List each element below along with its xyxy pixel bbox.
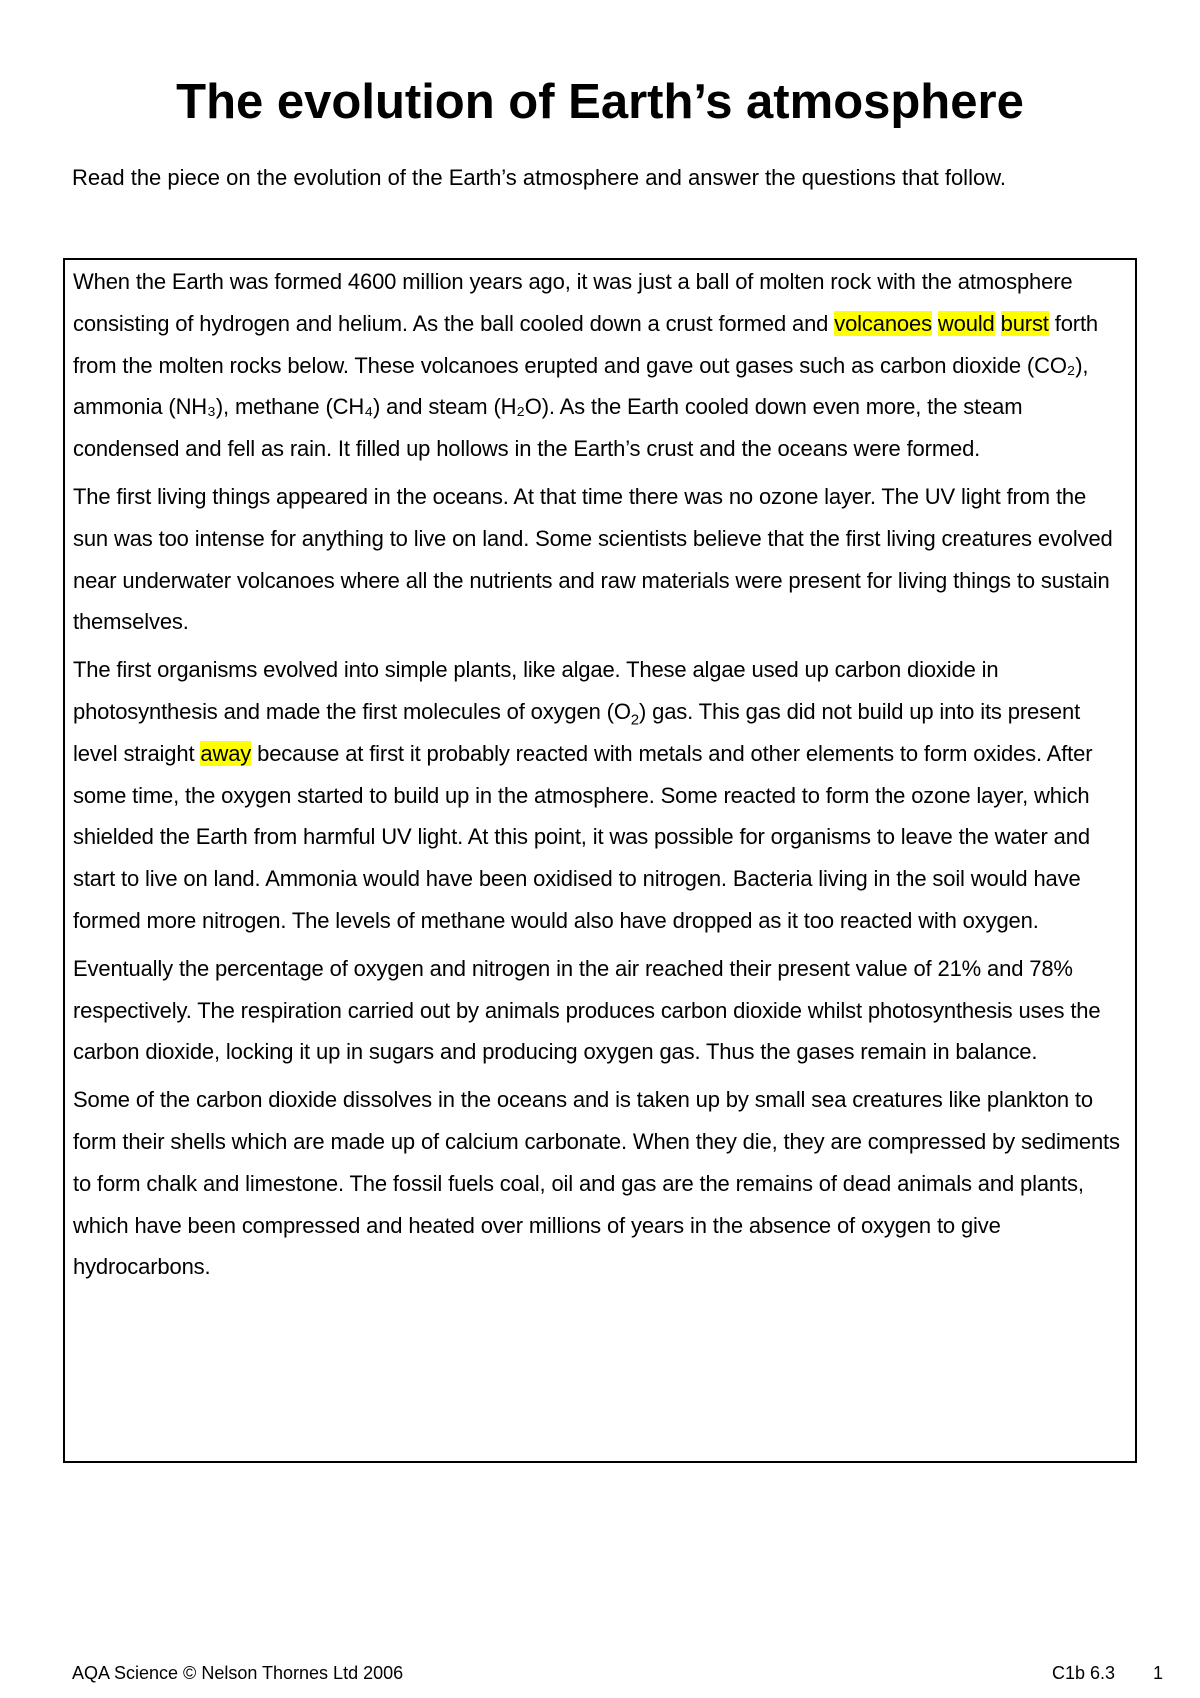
highlighted-word: burst xyxy=(1000,310,1049,336)
paragraph-balance: Eventually the percentage of oxygen and nitrogen in the air reached their present value of 21% and 78% respectively. The respiration carried out by animals produces carbon dioxide whilst photosynthesis uses the carbon dioxide, locking it up in sugars and producing oxygen gas. Thus the gases remain in balance. xyxy=(73,955,1101,1065)
footer-code: C1b 6.3 xyxy=(1052,1663,1116,1683)
paragraph-text: ) gas. This gas did not build up into its present level straight xyxy=(73,698,1081,766)
highlighted-word: away xyxy=(200,740,252,766)
passage-box xyxy=(63,258,1137,1463)
highlighted-word: volcanoes xyxy=(834,310,932,336)
paragraph-formation xyxy=(73,261,1127,470)
paragraph-carbon-cycle: Some of the carbon dioxide dissolves in the oceans and is taken up by small sea creatures like plankton to form their shells which are made up of calcium carbonate. When they die, they are compressed by sediments to form chalk and limestone. The fossil fuels coal, oil and gas are the remains of dead animals and plants, which have been compressed and heated over millions of years in the absence of oxygen to give hydrocarbons. xyxy=(73,1087,1120,1280)
paragraph-text: because at first it probably reacted with metals and other elements to form oxides. After some time, the oxygen started to build up in the atmosphere. Some reacted to form the ozone layer, which shielded the Earth from harmful UV light. At this point, it was possible for organisms to leave the water and start to live on land. Ammonia would have been oxidised to nitrogen. Bacteria living in the soil would have formed more nitrogen. The levels of methane would also have dropped as it too reacted with oxygen. xyxy=(73,740,1093,933)
paragraph-oxygen xyxy=(73,649,1127,942)
intro-text: Read the piece on the evolution of the Earth’s atmosphere and answer the questions that follow. xyxy=(72,165,1006,190)
paragraph-text: When the Earth was formed 4600 million years ago, it was just a ball of molten rock with the atmosphere consisting of hydrogen and helium. As the ball cooled down a crust formed and xyxy=(73,269,1073,336)
page-number: 1 xyxy=(1153,1663,1164,1683)
footer-copyright: AQA Science © Nelson Thornes Ltd 2006 xyxy=(72,1663,404,1683)
highlighted-word: would xyxy=(937,310,995,336)
subscript: 2 xyxy=(630,711,639,729)
paragraph-text: forth from the molten rocks below. These volcanoes erupted and gave out gases such as carbon dioxide (CO₂), ammonia (NH₃), methane (CH₄) and steam (H₂O). As the Earth cooled down even more, the steam condensed and fell as rain. It filled up hollows in the Earth’s crust and the oceans were formed. xyxy=(73,310,1099,462)
paragraph-text: The first organisms evolved into simple plants, like algae. These algae used up carbon dioxide in photosynthesis and made the first molecules of oxygen (O xyxy=(73,657,999,724)
page-title: The evolution of Earth’s atmosphere xyxy=(176,75,1024,129)
paragraph-first-life: The first living things appeared in the oceans. At that time there was no ozone layer. The UV light from the sun was too intense for anything to live on land. Some scientists believe that the first living creatures evolved near underwater volcanoes where all the nutrients and raw materials were present for living things to sustain themselves. xyxy=(73,483,1113,635)
